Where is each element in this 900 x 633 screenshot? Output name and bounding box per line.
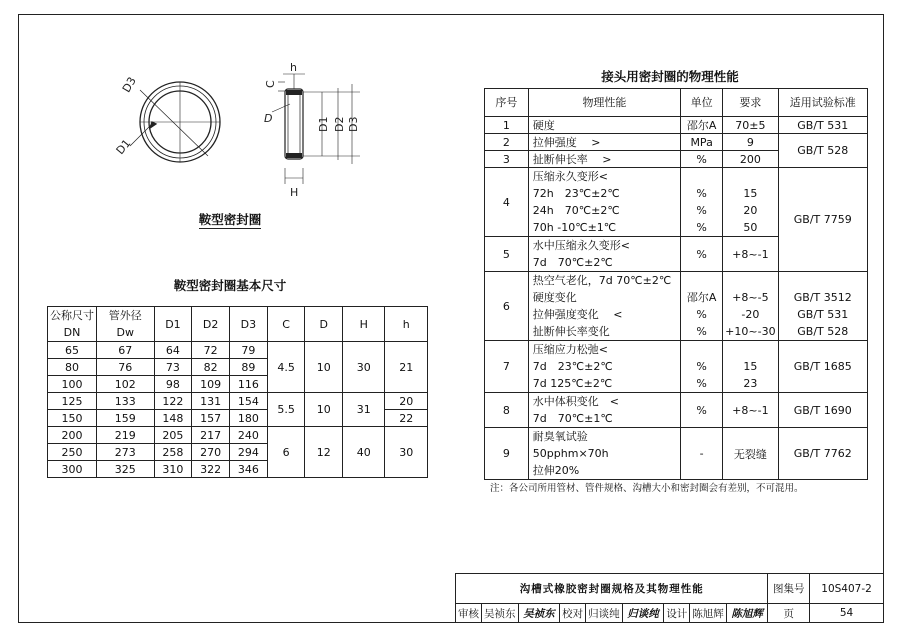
table-row: 2 拉伸强度 > MPa 9 GB/T 528 [485, 134, 868, 151]
col-d2: D2 [192, 307, 230, 342]
checker-name: 归谈纯 [586, 604, 623, 623]
table-row: 250 273 258 270 294 [48, 444, 428, 461]
col-h: h [385, 307, 428, 342]
reviewer-name: 吴祯东 [482, 604, 519, 623]
label-h-bottom: H [290, 186, 299, 199]
title-block [455, 573, 884, 623]
review-label: 审核 [456, 604, 482, 623]
col-prop: 物理性能 [528, 89, 680, 117]
table-row: 3 扯断伸长率 > % 200 [485, 151, 868, 168]
phys-table [484, 88, 868, 480]
dim-table-title: 鞍型密封圈基本尺寸 [173, 278, 287, 293]
checker-signature: 归谈纯 [622, 604, 664, 623]
table-row: 7 压缩应力松弛< 7d 23℃±2℃ 7d 125℃±2℃ % % 15 23 GB/T 1685 [485, 341, 868, 393]
table-row: 8 水中体积变化 < 7d 70℃±1℃ % +8~-1 GB/T 1690 [485, 393, 868, 428]
table-row: 300 325 310 322 346 [48, 461, 428, 478]
reviewer-signature: 吴祯东 [518, 604, 560, 623]
table-row: 200 219 205 217 240 6 12 40 30 [48, 427, 428, 444]
design-label: 设计 [664, 604, 690, 623]
dim-table [47, 306, 428, 478]
col-no: 序号 [485, 89, 529, 117]
phys-table-title: 接头用密封圈的物理性能 [601, 69, 739, 84]
table-row: 6 热空气老化，7d 70℃±2℃ 硬度变化 拉伸强度变化 < 扯断伸长率变化 邵尔A % % +8~-5 -20 +10~-30 GB/T 3512 GB/T 531 GB/T 528 [485, 272, 868, 341]
page-label: 页 [768, 604, 810, 623]
designer-name: 陈旭辉 [690, 604, 727, 623]
check-label: 校对 [560, 604, 586, 623]
phys-table-note: 注：各公司所用管材、管件规格、沟槽大小和密封圈会有差别，不可混用。 [490, 483, 804, 494]
label-d-side: D [264, 112, 273, 125]
label-d1-side: D1 [317, 116, 330, 132]
label-d1-front: D1 [113, 136, 134, 158]
atlas-label: 图集号 [768, 574, 810, 604]
label-d3-side: D3 [347, 116, 360, 132]
atlas-number: 10S407-2 [810, 574, 884, 604]
table-row: 1 硬度 邵尔A 70±5 GB/T 531 [485, 117, 868, 134]
label-d3-front: D3 [119, 74, 139, 95]
table-row: 9 耐臭氧试验 50pphm×70h 拉伸20% - 无裂缝 GB/T 7762 [485, 428, 868, 480]
col-dn: 公称尺寸 DN [48, 307, 97, 342]
col-dw: 管外径 Dw [97, 307, 155, 342]
drawing-caption: 鞍型密封圈 [198, 212, 262, 227]
col-d1: D1 [154, 307, 192, 342]
table-row: 100 102 98 109 116 [48, 376, 428, 393]
table-row: 5 水中压缩永久变形< 7d 70℃±2℃ % +8~-1 [485, 237, 868, 272]
col-unit: 单位 [681, 89, 723, 117]
label-d2-side: D2 [333, 116, 346, 132]
col-std: 适用试验标准 [778, 89, 867, 117]
table-row: 150 159 148 157 180 22 [48, 410, 428, 427]
drawing-title: 沟槽式橡胶密封圈规格及其物理性能 [456, 574, 768, 604]
page-number: 54 [810, 604, 884, 623]
label-c: C [264, 80, 277, 88]
table-row: 65 67 64 72 79 4.5 10 30 21 [48, 342, 428, 359]
table-row: 80 76 73 82 89 [48, 359, 428, 376]
table-row: 125 133 122 131 154 5.5 10 31 20 [48, 393, 428, 410]
table-row: 4 压缩永久变形< 72h 23℃±2℃ 24h 70℃±2℃ 70h -10℃±1℃ % % % 15 20 50 GB/T 7759 [485, 168, 868, 237]
col-req: 要求 [723, 89, 778, 117]
seal-ring-drawing [100, 60, 370, 210]
col-d: D [305, 307, 343, 342]
col-d3: D3 [230, 307, 268, 342]
designer-signature: 陈旭辉 [726, 604, 768, 623]
col-c: C [267, 307, 305, 342]
col-H: H [343, 307, 385, 342]
label-h-top: h [290, 61, 297, 74]
